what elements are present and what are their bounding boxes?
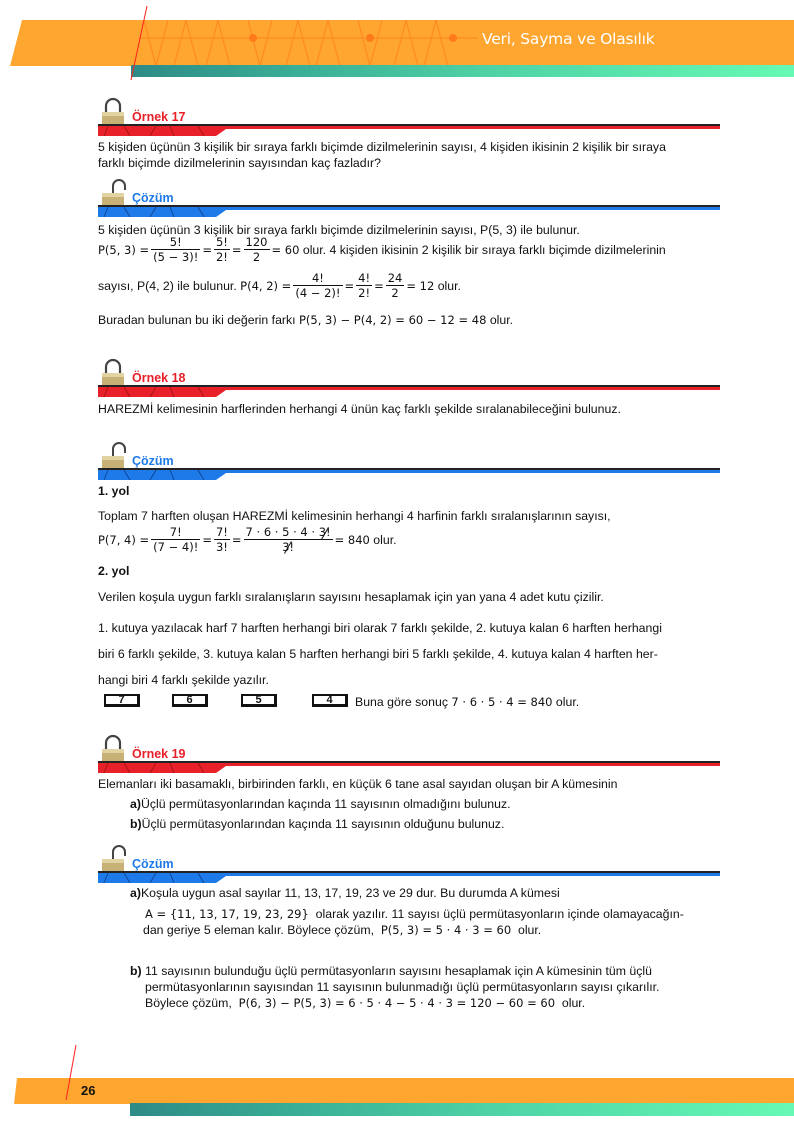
solution-19-part-b-line3: Böylece çözüm, P(6, 3) − P(5, 3) = 6 · 5 · 4 − 5 · 4 · 3 = 120 − 60 = 60 olur. <box>145 996 586 1010</box>
box-1: 7 <box>104 694 140 707</box>
footer-gradient-strip <box>130 1103 794 1116</box>
example-rule <box>98 761 720 773</box>
example-19-part-a: a)Üçlü permütasyonlarından kaçında 11 sayısının olmadığını bulunuz. <box>130 797 511 811</box>
method-1-equation: P(7, 4) = $\frac{7!}{(7 - 4)!}$ = $\frac{7!}{3!}$ = $\frac{7 \cdot 6 \cdot 5 \cdot 4 \cdot 3!}{3!}$ = 840 olur. <box>98 525 397 554</box>
example-18-header <box>98 357 720 397</box>
example-18-question: HAREZMİ kelimesinin harflerinden herhangi 4 ünün kaç farklı şekilde sıralanabileceğini bulunuz. <box>98 402 621 416</box>
chapter-title: Veri, Sayma ve Olasılık <box>482 30 655 48</box>
footer-band <box>14 1078 794 1104</box>
fraction: $\frac{4!}{2!}$ <box>358 271 371 300</box>
box-3: 5 <box>241 694 277 707</box>
method-2-text: Verilen koşula uygun farklı sıralanışların sayısını hesaplamak için yan yana 4 adet kutu çizilir. <box>98 590 604 604</box>
example-label: Örnek 19 <box>132 747 186 761</box>
header-gradient-strip <box>131 65 794 77</box>
solution-17-conclusion: Buradan bulunan bu iki değerin farkı P(5, 3) − P(4, 2) = 60 − 12 = 48 olur. <box>98 313 514 327</box>
margin-red-line <box>60 1040 80 1120</box>
page-number: 26 <box>81 1083 96 1098</box>
solution-17-line1: 5 kişiden üçünün 3 kişilik bir sıraya farklı biçimde dizilmelerinin sayısı, P(5, 3) ile bulunur. <box>98 223 580 237</box>
solution-17-equation2: sayısı, P(4, 2) ile bulunur. P(4, 2) = $\frac{4!}{(4 - 2)!}$ = $\frac{4!}{2!}$ = $\frac{24}{2}$ = 12 olur. <box>98 271 461 300</box>
box-2: 6 <box>172 694 208 707</box>
fraction: $\frac{24}{2}$ <box>387 271 403 300</box>
method-1-heading: 1. yol <box>98 484 130 498</box>
solution-rule <box>98 468 720 480</box>
solution-label: Çözüm <box>132 191 174 205</box>
solution-rule <box>98 205 720 217</box>
header-hexagon-pattern <box>138 20 478 66</box>
fraction-cancelled: $\frac{7 \cdot 6 \cdot 5 \cdot 4 \cdot 3!}{3!}$ <box>245 525 331 554</box>
method-1-text: Toplam 7 harften oluşan HAREZMİ kelimesinin herhangi 4 harfinin farklı sıralanışlarının sayısı, <box>98 509 611 523</box>
method-2-heading: 2. yol <box>98 564 130 578</box>
example-19-header <box>98 733 720 773</box>
fraction: $\frac{5!}{2!}$ <box>215 235 228 264</box>
example-19-part-b: b)Üçlü permütasyonlarından kaçında 11 sayısının olduğunu bulunuz. <box>130 817 505 831</box>
solution-19-part-b-line2: permütasyonlarının sayısından 11 sayısının bulunmadığı üçlü permütasyonların sayısı çıkarılır. <box>145 980 660 994</box>
example-rule <box>98 124 720 136</box>
solution-19-part-a-line1: a)Koşula uygun asal sayılar 11, 13, 17, 19, 23 ve 29 dur. Bu durumda A kümesi <box>130 886 560 900</box>
solution-19-part-a-line3: dan geriye 5 eleman kalır. Böylece çözüm, P(5, 3) = 5 · 4 · 3 = 60 olur. <box>143 923 542 937</box>
example-label: Örnek 17 <box>132 110 186 124</box>
fraction: $\frac{120}{2}$ <box>245 235 268 264</box>
method-2-explanation: 1. kutuya yazılacak harf 7 harften herhangi biri olarak 7 farklı şekilde, 2. kutuya kalan 6 harften herhangi biri 6 farklı şekilde, 3. kutuya kalan 5 harften herhangi biri 5 farklı şekilde, 4. kutuya kalan 4 harften her- hangi biri 4 farklı şekilde yazılır. <box>98 621 662 687</box>
solution-19-header <box>98 843 720 883</box>
example-17-question: 5 kişiden üçünün 3 kişilik bir sıraya farklı biçimde dizilmelerinin sayısı, 4 kişiden ikisinin 2 kişilik bir sıraya farklı biçimde dizilmelerinin sayısından kaç fazladır? <box>98 140 666 170</box>
fraction: $\frac{4!}{(4 - 2)!}$ <box>295 271 341 300</box>
method-2-result: Buna göre sonuç 7 · 6 · 5 · 4 = 840 olur. <box>355 695 580 709</box>
solution-17-header <box>98 177 720 217</box>
solution-label: Çözüm <box>132 454 174 468</box>
solution-18-header <box>98 440 720 480</box>
solution-19-part-a-line2: A = {11, 13, 17, 19, 23, 29} olarak yazılır. 11 sayısı üçlü permütasyonların içinde olamayacağın- <box>145 907 684 921</box>
box-4: 4 <box>312 694 348 707</box>
fraction: $\frac{7!}{3!}$ <box>215 525 228 554</box>
solution-19-part-b-line1: b) 11 sayısının bulunduğu üçlü permütasyonların sayısını hesaplamak için A kümesinin tüm üçlü <box>130 964 652 978</box>
example-rule <box>98 385 720 397</box>
example-19-question: Elemanları iki basamaklı, birbirinden farklı, en küçük 6 tane asal sayıdan oluşan bir A kümesinin <box>98 777 618 791</box>
margin-red-line <box>0 0 160 100</box>
example-label: Örnek 18 <box>132 371 186 385</box>
solution-rule <box>98 871 720 883</box>
solution-label: Çözüm <box>132 857 174 871</box>
fraction: $\frac{5!}{(5 - 3)!}$ <box>153 235 199 264</box>
fraction: $\frac{7!}{(7 - 4)!}$ <box>153 525 199 554</box>
example-17-header <box>98 96 720 136</box>
solution-17-equation1: P(5, 3) = $\frac{5!}{(5 - 3)!}$ = $\frac{5!}{2!}$ = $\frac{120}{2}$ = 60 olur. 4 kişiden ikisinin 2 kişilik bir sıraya farklı biçimde dizilmelerinin <box>98 235 666 264</box>
